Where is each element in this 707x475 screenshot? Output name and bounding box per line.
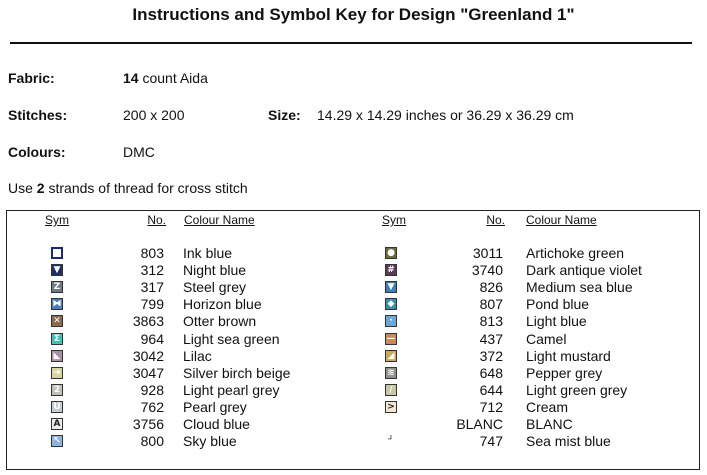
colour-name: Dark antique violet (526, 262, 642, 278)
stitches-value: 200 x 200 (123, 107, 185, 123)
symbol-swatch-icon (51, 247, 63, 259)
fabric-label: Fabric: (8, 70, 55, 86)
colour-name: Light sea green (183, 331, 280, 347)
header-no-right: No. (486, 213, 505, 227)
colour-number: 3863 (132, 313, 164, 329)
colour-number: 762 (140, 399, 164, 415)
colour-number: BLANC (456, 416, 503, 432)
colour-name: Steel grey (183, 279, 247, 295)
symbol-swatch-icon: U (51, 401, 63, 413)
symbol-swatch-icon: · (385, 315, 397, 327)
symbol-swatch-icon: ┘ (385, 435, 397, 447)
colours-label: Colours: (8, 144, 66, 160)
colour-number: 3011 (472, 245, 503, 261)
colour-name: Pearl grey (183, 399, 247, 415)
symbol-swatch-icon: / (385, 384, 397, 396)
colour-number: 712 (479, 399, 503, 415)
symbol-swatch-icon: ➔ (51, 367, 63, 379)
colour-name: Camel (526, 331, 567, 347)
colour-number: 648 (479, 365, 503, 381)
symbol-swatch-icon: ● (385, 247, 397, 259)
symbol-swatch-icon: ◆ (385, 298, 397, 310)
fabric-count: 14 (123, 70, 139, 86)
colour-name: Pepper grey (526, 365, 603, 381)
colour-name: Night blue (183, 262, 247, 278)
symbol-swatch-icon: ≋ (385, 367, 397, 379)
colour-name: Sea mist blue (526, 433, 611, 449)
colour-name: Otter brown (183, 313, 257, 329)
symbol-swatch-icon: > (385, 401, 397, 413)
symbol-swatch-icon: ✕ (51, 315, 63, 327)
strands-post: strands of thread for cross stitch (44, 180, 248, 196)
strands-count: 2 (36, 180, 45, 196)
page-title: Instructions and Symbol Key for Design "Greenland 1" (132, 5, 575, 24)
header-sym-left: Sym (45, 213, 69, 227)
header-name-left: Colour Name (184, 213, 255, 227)
colour-number: 807 (479, 296, 503, 312)
colour-name: Light pearl grey (183, 382, 280, 398)
header-name-right: Colour Name (526, 213, 597, 227)
colour-name: Ink blue (183, 245, 233, 261)
fabric-value (123, 70, 208, 86)
colour-name: BLANC (526, 416, 573, 432)
colour-number: 800 (140, 433, 164, 449)
strands-instruction (8, 180, 248, 196)
title-underline (10, 42, 692, 44)
symbol-swatch-icon: Z (51, 281, 63, 293)
fabric-text: count Aida (138, 70, 208, 86)
colour-number: 803 (140, 245, 164, 261)
colour-number: 312 (140, 262, 164, 278)
colour-number: 928 (140, 382, 164, 398)
colour-name: Artichoke green (526, 245, 625, 261)
colour-name: Light mustard (526, 348, 611, 364)
colour-number: 747 (479, 433, 503, 449)
colour-name: Cloud blue (183, 416, 250, 432)
colour-number: 3740 (471, 262, 503, 278)
symbol-swatch-icon: Σ (51, 333, 63, 345)
header-sym-right: Sym (382, 213, 406, 227)
size-label: Size: (268, 107, 301, 123)
strands-pre: Use (8, 180, 37, 196)
symbol-swatch-icon: — (386, 334, 396, 344)
symbol-swatch-icon: ▼ (51, 264, 63, 276)
colour-number: 799 (140, 296, 164, 312)
colour-name: Sky blue (183, 433, 237, 449)
colour-number: 437 (479, 331, 503, 347)
symbol-swatch-icon: 2 (51, 384, 63, 396)
size-value: 14.29 x 14.29 inches or 36.29 x 36.29 cm (317, 107, 574, 123)
colour-name: Light blue (526, 313, 587, 329)
colour-number: 813 (479, 313, 503, 329)
colour-name: Silver birch beige (183, 365, 291, 381)
colour-number: 3756 (132, 416, 164, 432)
colour-number: 3042 (132, 348, 164, 364)
header-no-left: No. (147, 213, 166, 227)
colour-name: Cream (526, 399, 569, 415)
colour-number: 826 (479, 279, 503, 295)
colour-number: 644 (479, 382, 503, 398)
colour-name: Medium sea blue (526, 279, 633, 295)
colour-number: 964 (140, 331, 164, 347)
stitches-label: Stitches: (8, 107, 68, 123)
symbol-swatch-icon: ◢ (385, 350, 397, 362)
symbol-swatch-icon: ⧓ (52, 299, 62, 309)
colours-value: DMC (123, 144, 155, 160)
symbol-swatch-icon: ↖ (51, 435, 63, 447)
colour-name: Lilac (183, 348, 212, 364)
colour-number: 3047 (132, 365, 164, 381)
colour-name: Pond blue (526, 296, 590, 312)
symbol-swatch-icon: A (51, 418, 63, 430)
symbol-swatch-icon: ▼ (385, 281, 397, 293)
symbol-swatch-icon: ◣ (51, 350, 63, 362)
colour-name: Light green grey (526, 382, 628, 398)
colour-number: 317 (140, 279, 164, 295)
colour-name: Horizon blue (183, 296, 262, 312)
symbol-swatch-icon: # (385, 264, 397, 276)
colour-number: 372 (479, 348, 503, 364)
